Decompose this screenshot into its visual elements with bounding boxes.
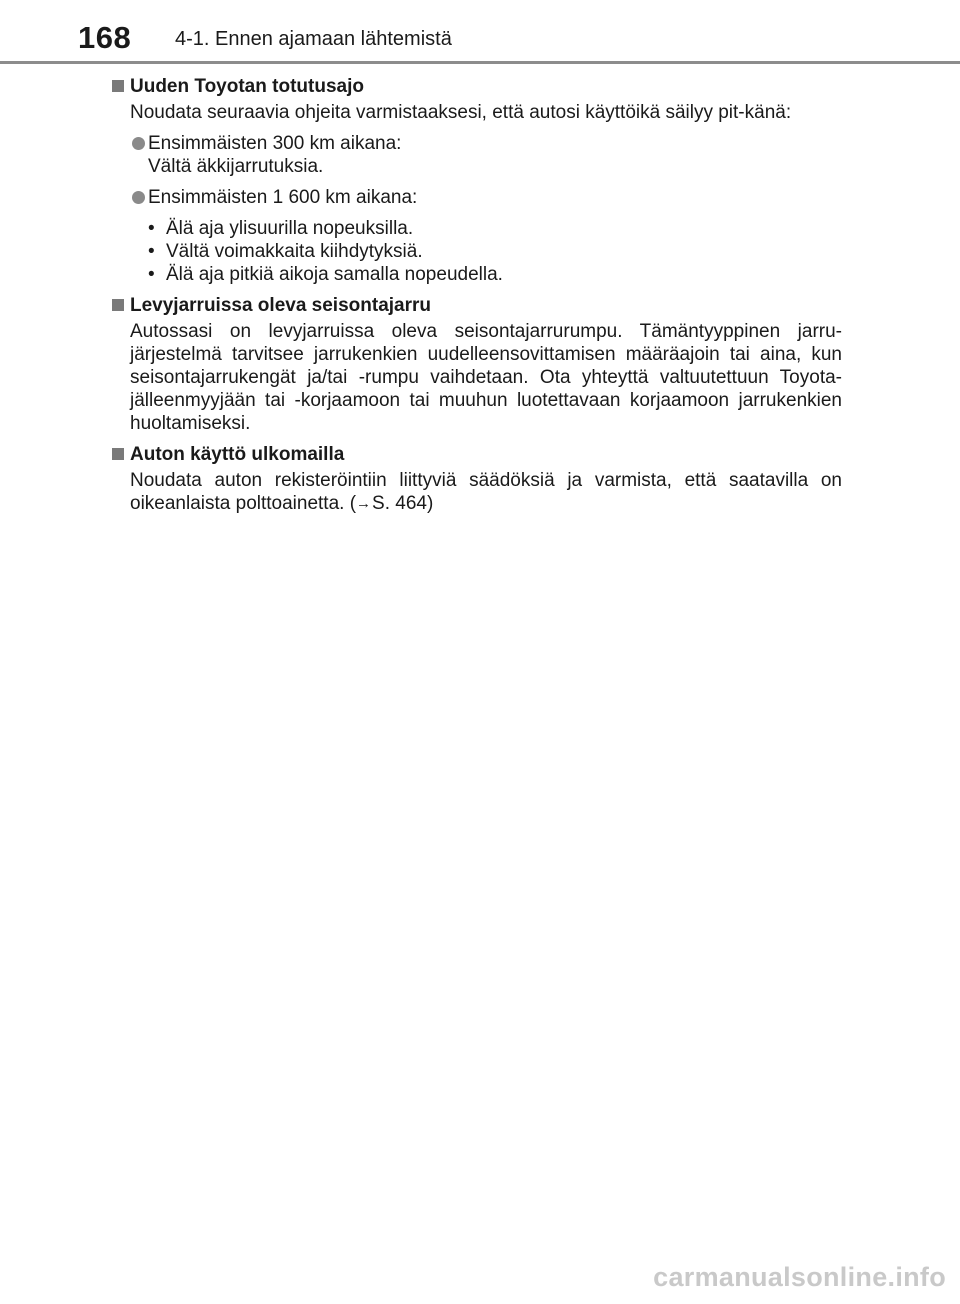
- header-divider: [0, 61, 960, 64]
- page-content: [112, 75, 842, 523]
- circle-bullet-icon: [132, 191, 145, 204]
- list-item-300km: [112, 132, 842, 178]
- paragraph-parking-brake: Autossasi on levyjarruissa oleva seisontajarrurumpu. Tämäntyyppinen jarru-järjestelmä tarvitsee jarrukenkien uudelleensovittamisen määräajoin tai aina, kun seisontajarrukengät ja/tai -rumpu vaihdetaan. Ota yhteyttä valtuutettuun Toyota-jälleenmyyjään tai -korjaamoon tai muuhun luotettavaan korjaamoon jarrukenkien huoltamiseksi.: [130, 321, 842, 434]
- arrow-right-icon: →: [356, 495, 372, 512]
- square-bullet-icon: [112, 448, 124, 460]
- page-reference-link[interactable]: S. 464: [372, 493, 427, 514]
- bullet-item: [148, 263, 842, 286]
- bullet-dot-icon: •: [148, 264, 155, 285]
- section-heading-parking-brake: [112, 294, 842, 317]
- bullet-text: Älä aja ylisuurilla nopeuksilla.: [166, 218, 414, 239]
- section-title: 4-1. Ennen ajamaan lähtemistä: [175, 28, 452, 50]
- section-heading-break-in: [112, 75, 842, 98]
- heading-text: Uuden Toyotan totutusajo: [130, 76, 364, 97]
- paragraph-abroad: [112, 469, 842, 515]
- section-heading-abroad: [112, 443, 842, 466]
- page-header: [0, 0, 960, 62]
- list-item-line: Ensimmäisten 300 km aikana:: [148, 133, 402, 154]
- circle-bullet-icon: [132, 137, 145, 150]
- square-bullet-icon: [112, 299, 124, 311]
- bullet-dot-icon: •: [148, 241, 155, 262]
- square-bullet-icon: [112, 80, 124, 92]
- page-number: 168: [78, 20, 132, 55]
- list-item-line: Ensimmäisten 1 600 km aikana:: [148, 187, 418, 208]
- bullet-item: [148, 240, 842, 263]
- bullet-text: Älä aja pitkiä aikoja samalla nopeudella.: [166, 264, 503, 285]
- bullet-list: [112, 217, 842, 286]
- watermark: carmanualsonline.info: [653, 1262, 946, 1292]
- list-item-1600km: [112, 186, 842, 209]
- bullet-dot-icon: •: [148, 218, 155, 239]
- paragraph-text: ): [426, 493, 434, 514]
- bullet-text: Vältä voimakkaita kiihdytyksiä.: [166, 241, 423, 262]
- bullet-item: [148, 217, 842, 240]
- list-item-line: Vältä äkkijarrutuksia.: [148, 156, 324, 177]
- paragraph-text: Noudata auton rekisteröintiin liittyviä säädöksiä ja varmista, että saatavilla on oikeanlaista polttoainetta. (: [130, 470, 842, 514]
- heading-text: Levyjarruissa oleva seisontajarru: [130, 295, 431, 316]
- paragraph-break-in: Noudata seuraavia ohjeita varmistaaksesi, että autosi käyttöikä säilyy pit-känä:: [130, 102, 792, 123]
- heading-text: Auton käyttö ulkomailla: [130, 444, 345, 465]
